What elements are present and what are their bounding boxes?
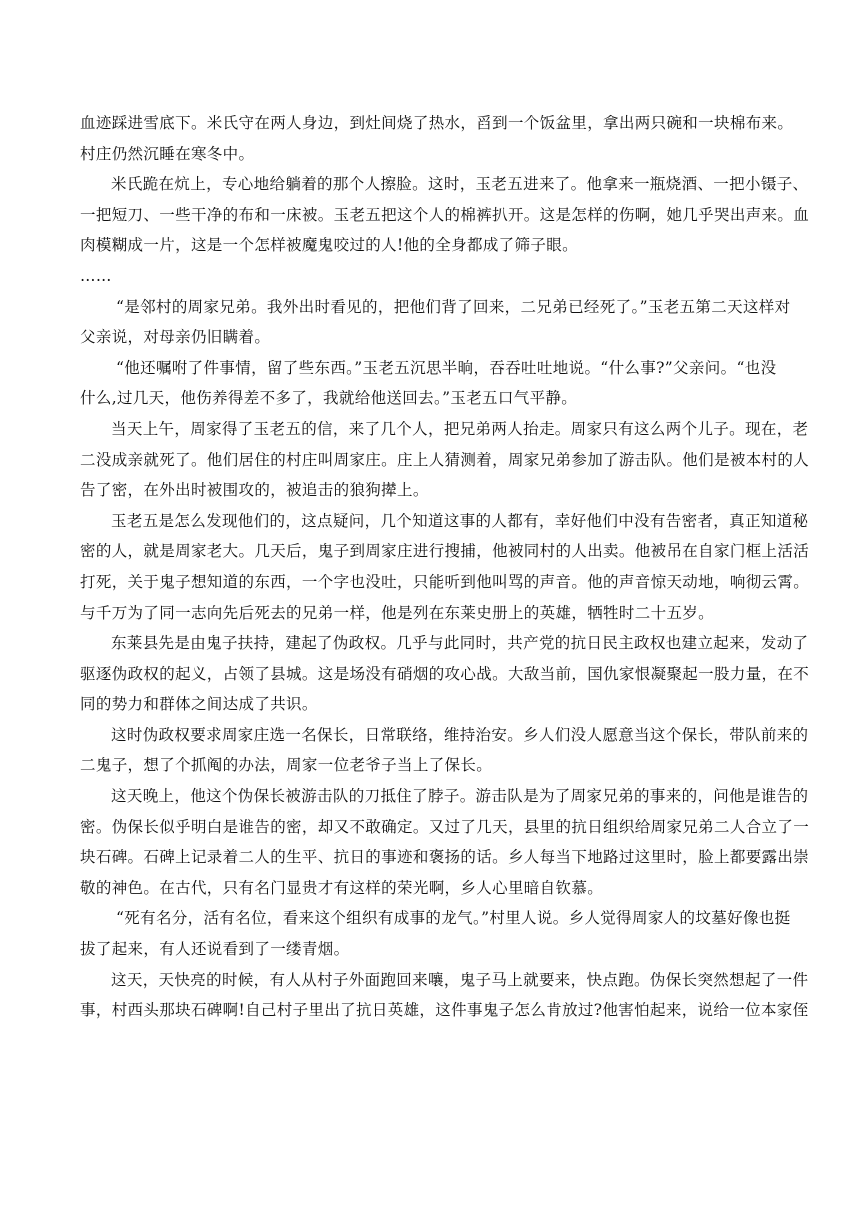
paragraph-start: [80, 781, 809, 812]
line-text: 二鬼子，想了个抓阄的办法，周家一位老爷子当上了保长。: [80, 756, 493, 775]
line-text: 打死，关于鬼子想知道的东西，一个字也没吐，只能听到他叫骂的声音。他的声音惊天动地，响彻云霄。: [80, 572, 810, 591]
line-text: 密。伪保长似乎明白是谁告的密，却又不敢确定。又过了几天，县里的抗日组织给周家兄弟二人合立了一: [80, 817, 810, 836]
line-text: 玉老五是怎么发现他们的，这点疑问，几个知道这事的人都有，幸好他们中没有告密者，真正知道秘: [111, 511, 809, 530]
text-line: [80, 812, 810, 843]
line-text: 父亲说，对母亲仍旧瞒着。: [80, 328, 271, 347]
line-text: 与千万为了同一志向先后死去的兄弟一样，他是列在东莱史册上的英雄，牺牲时二十五岁。: [80, 603, 715, 622]
line-text: 米氏跪在炕上，专心地给躺着的那个人擦脸。这时，玉老五进来了。他拿来一瓶烧酒、一把小镊子、: [111, 175, 809, 194]
line-text: 二没成亲就死了。他们居住的村庄叫周家庄。庄上人猜测着，周家兄弟参加了游击队。他们是被本村的人: [80, 450, 810, 469]
text-line: [80, 230, 780, 261]
line-text: 血迹踩进雪底下。米氏守在两人身边，到灶间烧了热水，舀到一个饭盆里，拿出两只碗和一块棉布来。: [80, 114, 794, 132]
line-text: “死有名分，活有名位，看来这个组织有成事的龙气。”村里人说。乡人觉得周家人的坟墓好像也挺: [116, 909, 791, 928]
line-text: 事，村西头那块石碑啊!自己村子里出了抗日英雄，这件事鬼子怎么肯放过?他害怕起来，说给一位本家侄: [80, 1001, 809, 1020]
paragraph-start: [80, 720, 809, 751]
line-text: “他还嘱咐了件事情，留了些东西。”玉老五沉思半晌，吞吞吐吐地说。“什么事?”父亲问。“也没: [116, 358, 777, 377]
paragraph-start: [80, 965, 809, 996]
text-line: [80, 322, 780, 353]
text-line: [80, 383, 780, 414]
text-line: [80, 108, 794, 139]
paragraph-start: [80, 628, 809, 659]
text-line: [80, 659, 810, 690]
paragraph-start: [80, 169, 809, 200]
text-line: [80, 934, 780, 965]
line-text: 块石碑。石碑上记录着二人的生平、抗日的事迹和褒扬的话。乡人每当下地路过这里时，脸上都要露出崇: [80, 848, 810, 867]
text-line: [80, 598, 780, 629]
text-line: [80, 139, 780, 170]
ellipsis-separator: [80, 261, 780, 292]
line-text: ……: [80, 266, 112, 285]
line-text: 这时伪政权要求周家庄选一名保长，日常联络，维持治安。乡人们没人愿意当这个保长，带队前来的: [111, 725, 809, 744]
paragraph-start: [80, 414, 809, 445]
line-text: 当天上午，周家得了玉老五的信，来了几个人，把兄弟两人抬走。周家只有这么两个儿子。现在，老: [111, 419, 809, 438]
text-line: [80, 750, 780, 781]
text-line: [80, 842, 810, 873]
text-line: [80, 445, 810, 476]
line-text: 村庄仍然沉睡在寒冬中。: [80, 144, 255, 163]
paragraph-start: [80, 506, 809, 537]
line-text: “是邻村的周家兄弟。我外出时看见的，把他们背了回来，二兄弟已经死了。”玉老五第二天这样对: [116, 297, 791, 316]
paragraph-start: [80, 292, 791, 323]
document-page: [80, 108, 810, 1026]
line-text: 拔了起来，有人还说看到了一缕青烟。: [80, 940, 350, 959]
text-line: [80, 689, 780, 720]
text-line: [80, 536, 810, 567]
text-line: [80, 567, 810, 598]
line-text: 敬的神色。在古代，只有名门显贵才有这样的荣光啊，乡人心里暗自钦慕。: [80, 878, 604, 897]
text-line: [80, 200, 810, 231]
line-text: 告了密，在外出时被围攻的，被追击的狼狗撵上。: [80, 481, 429, 500]
text-line: [80, 873, 780, 904]
line-text: 什么,过几天，他伤养得差不多了，我就给他送回去。”玉老五口气平静。: [80, 389, 578, 408]
line-text: 肉模糊成一片，这是一个怎样被魔鬼咬过的人!他的全身都成了筛子眼。: [80, 236, 578, 255]
paragraph-start: [80, 903, 791, 934]
text-line: [80, 995, 809, 1026]
text-line: [80, 475, 780, 506]
paragraph-start: [80, 353, 780, 384]
line-text: 一把短刀、一些干净的布和一床被。玉老五把这个人的棉裤扒开。这是怎样的伤啊，她几乎哭出声来。血: [80, 205, 810, 224]
line-text: 密的人，就是周家老大。几天后，鬼子到周家庄进行搜捕，他被同村的人出卖。他被吊在自家门框上活活: [80, 542, 810, 561]
line-text: 驱逐伪政权的起义，占领了县城。这是场没有硝烟的攻心战。大敌当前，国仇家恨凝聚起一股力量，在不: [80, 664, 810, 683]
line-text: 同的势力和群体之间达成了共识。: [80, 695, 318, 714]
line-text: 这天，天快亮的时候，有人从村子外面跑回来嚷，鬼子马上就要来，快点跑。伪保长突然想起了一件: [111, 970, 809, 989]
line-text: 这天晚上，他这个伪保长被游击队的刀抵住了脖子。游击队是为了周家兄弟的事来的，问他是谁告的: [111, 787, 809, 806]
line-text: 东莱县先是由鬼子扶持，建起了伪政权。几乎与此同时，共产党的抗日民主政权也建立起来，发动了: [111, 634, 809, 653]
